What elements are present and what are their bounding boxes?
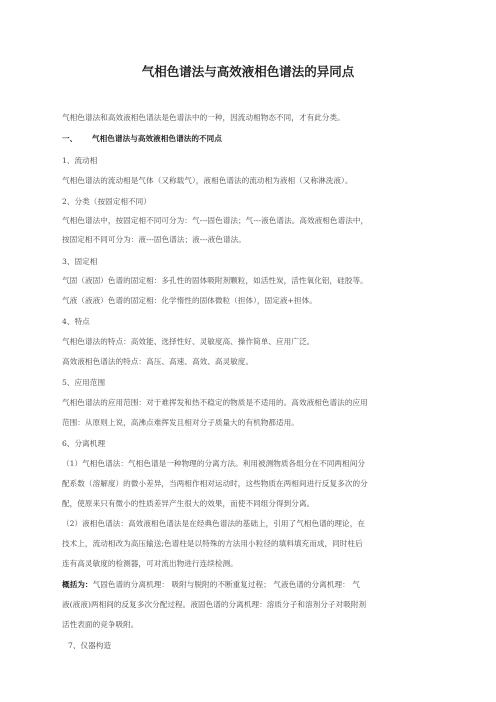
paragraph-line: 配，使原来只有微小的性质差异产生很大的效果，而使不同组分得到分离。 (62, 499, 315, 508)
item-heading-scope: 5、应用范围 (62, 378, 106, 387)
section-number: 一、 (62, 134, 78, 143)
item-heading-features: 4、特点 (62, 317, 90, 326)
paragraph-line: 配系数（溶解度）的微小差异，当两相作相对运动时，这些物质在两相间进行反复多次的分 (62, 479, 368, 488)
item-heading-mechanism: 6、分离机理 (62, 439, 106, 448)
item-heading-instrument: 7、仪器构造 (68, 641, 112, 650)
paragraph-line: 高效液相色谱法的特点：高压、高速、高效、高灵敏度。 (62, 357, 254, 366)
section-title: 气相色谱法与高效液相色谱法的不同点 (92, 134, 222, 143)
summary-text: 气固色谱的分离机理： 吸附与脱附的不断重复过程； 气液色谱的分离机理： 气 (92, 580, 360, 589)
paragraph-line: 液(液液)两相间的反复多次分配过程。液固色谱的分离机理：溶质分子和溶剂分子对吸附剂 (62, 600, 367, 609)
paragraph-line: 连有高灵敏度的检测器，可对流出物进行连续检测。 (62, 559, 238, 568)
paragraph-line: 气液（液液）色谱的固定相：化学惰性的固体微粒（担体），固定液+担体。 (62, 296, 317, 305)
paragraph-line: （2）液相色谱法：高效液相色谱法是在经典色谱法的基础上，引用了气相色谱的理论，在 (62, 519, 365, 528)
paragraph-line: 气固（液固）色谱的固定相：多孔性的固体吸附剂颗粒，如活性炭，活性氧化铝，硅胶等。 (62, 276, 368, 285)
paragraph-line: 活性表面的竞争吸附。 (62, 620, 139, 629)
paragraph-line: 气相色谱法的应用范围：对于难挥发和热不稳定的物质是不适用的。高效液相色谱法的应用 (62, 398, 368, 407)
paragraph-line: 技术上，流动相改为高压输送;色谱柱是以特殊的方法用小粒径的填料填充而成，同时柱后 (62, 539, 363, 548)
paragraph-line: 气相色谱法中，按固定相不同可分为：气---固色谱法；气---液色谱法。高效液相色谱法中， (62, 216, 369, 225)
section-heading (62, 133, 440, 144)
intro-paragraph: 气相色谱法和高效液相色谱法是色谱法中的一种，因流动相物态不同，才有此分类。 (62, 113, 345, 122)
paragraph-line: 气相色谱法的流动相是气体（又称载气），液相色谱法的流动相为液相（又称淋洗液）。 (62, 176, 353, 185)
paragraph-line: 按固定相不同可分为：液---固色谱法；液---液色谱法。 (62, 235, 246, 244)
document-title: 气相色谱法与高效液相色谱法的异同点 (141, 64, 355, 79)
item-heading-mobile-phase: 1、流动相 (62, 156, 98, 165)
item-heading-classification: 2、分类（按固定相不同） (62, 197, 151, 206)
paragraph-line: 范围：从原则上说，高沸点难挥发且相对分子质量大的有机物都适用。 (62, 418, 299, 427)
summary-line (62, 579, 440, 590)
paragraph-line: 气相色谱法的特点：高效能、选择性好、灵敏度高、操作简单、应用广泛。 (62, 337, 315, 346)
item-heading-stationary-phase: 3、固定相 (62, 257, 98, 266)
summary-label: 概括为： (62, 580, 93, 589)
paragraph-line: （1）气相色谱法：气相色谱是一种物理的分离方法。利用被测物质各组分在不同两相间分 (62, 459, 365, 468)
